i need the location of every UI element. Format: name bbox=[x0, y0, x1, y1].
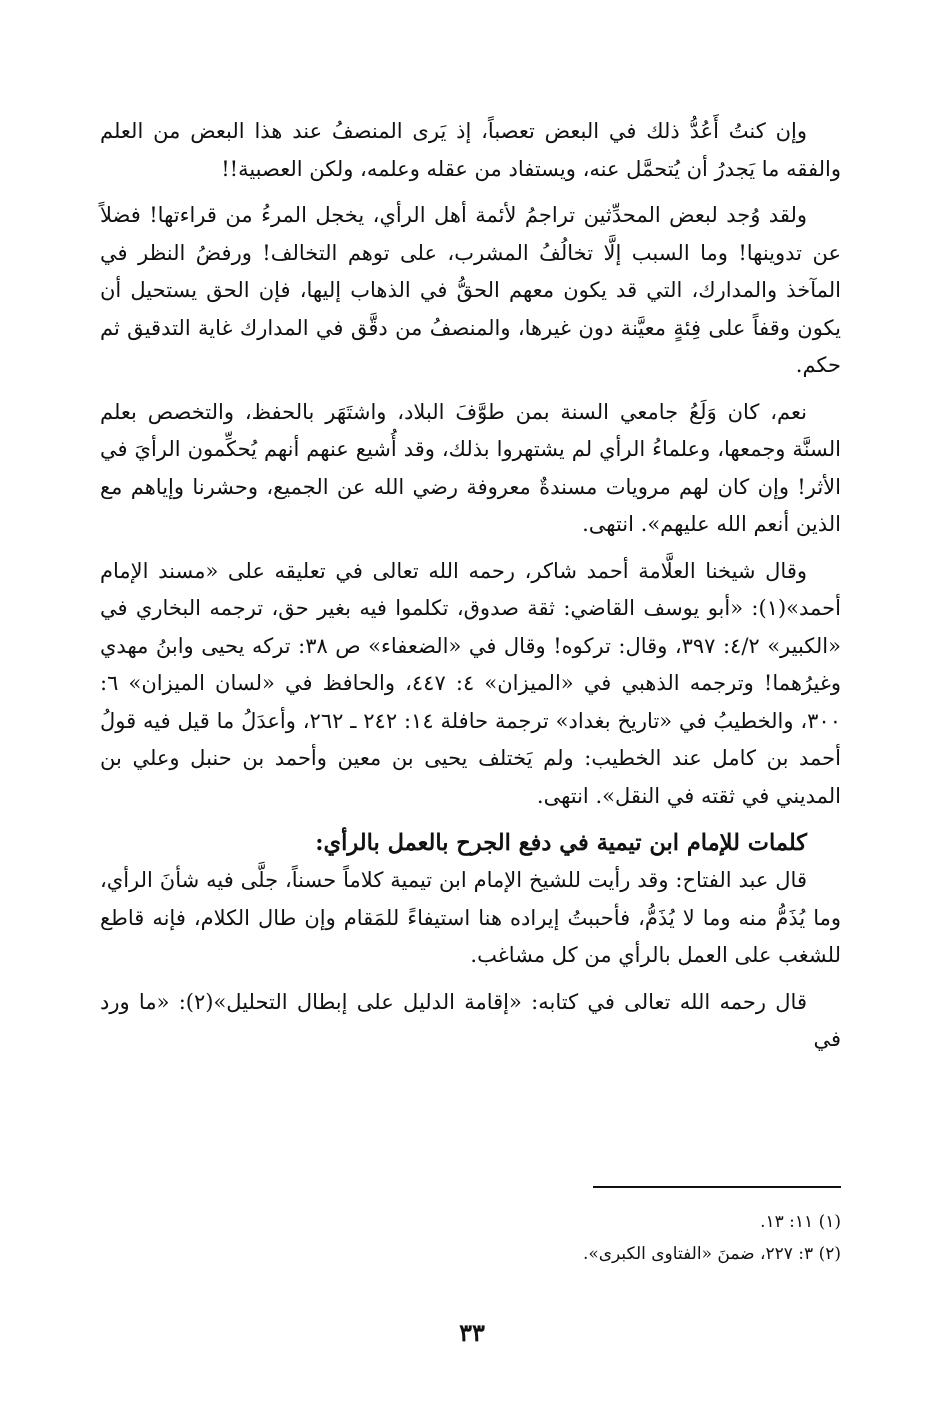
paragraph-4: وقال شيخنا العلَّامة أحمد شاكر، رحمه الله تعالى في تعليقه على «مسند الإمام أحمد»(١): «أبو يوسف القاضي: ثقة صدوق، تكلموا فيه بغير حق، ترجمه البخاري في «الكبير» ٤/٢: ٣٩٧، وقال: تركوه! وقال في «الضعفاء» ص ٣٨: تركه يحيى وابنُ مهدي وغيرُهما! وترجمه الذهبي في «الميزان» ٤: ٤٤٧، والحافظ في «لسان الميزان» ٦: ٣٠٠، والخطيبُ في «تاريخ بغداد» ترجمة حافلة ١٤: ٢٤٢ ـ ٢٦٢، وأعدَلُ ما قيل فيه قولُ أحمد بن كامل عند الخطيب: ولم يَختلف يحيى بن معين وأحمد بن حنبل وعلي بن المديني في ثقته في النقل». انتهى. bbox=[100, 558, 841, 808]
footnote-1: (١) ١١: ١٣. bbox=[760, 1212, 841, 1232]
page-number: ٣٣ bbox=[459, 1318, 485, 1347]
paragraph-2: ولقد وُجد لبعض المحدِّثين تراجمُ لأئمة أهل الرأي، يخجل المرءُ من قراءتها! فضلاً عن تدوينها! وما السبب إلَّا تخالُفُ المشرب، على توهم التخالف! ورفضُ النظر في المآخذ والمدارك، التي قد يكون معهم الحقُّ في الذهاب إليها، فإن الحق يستحيل أن يكون وقفاً على فِئةٍ معيَّنة دون غيرها، والمنصفُ من دقَّق في المدارك غاية التدقيق ثم حكم. bbox=[100, 203, 841, 377]
footnote-separator bbox=[593, 1186, 841, 1188]
section-heading: كلمات للإمام ابن تيمية في دفع الجرح بالعمل بالرأي: bbox=[315, 830, 807, 856]
paragraph-5: قال عبد الفتاح: وقد رأيت للشيخ الإمام ابن تيمية كلاماً حسناً، جلَّى فيه شأنَ الرأي، وما يُذَمُّ منه وما لا يُذَمُّ، فأحببتُ إيراده هنا استيفاءً للمَقام وإن طال الكلام، فإنه قاطع للشغب على العمل بالرأي من كل مشاغب. bbox=[100, 868, 841, 967]
footnote-2: (٢) ٣: ٢٢٧، ضمنَ «الفتاوى الكبرى». bbox=[582, 1244, 841, 1264]
paragraph-3: نعم، كان وَلَعُ جامعي السنة بمن طوَّفَ البلاد، واشتَهَر بالحفظ، والتخصص بعلم السنَّة وجمعها، وعلماءُ الرأي لم يشتهروا بذلك، وقد أُشيع عنهم أنهم يُحكِّمون الرأيَ في الأثر! وإن كان لهم مرويات مسندةٌ معروفة رضي الله عن الجميع، وحشرنا وإياهم مع الذين أنعم الله عليهم». انتهى. bbox=[100, 399, 841, 536]
main-text bbox=[100, 113, 841, 1068]
footnotes bbox=[100, 1206, 841, 1270]
paragraph-6: قال رحمه الله تعالى في كتابه: «إقامة الدليل على إبطال التحليل»(٢): «ما ورد في bbox=[100, 989, 841, 1051]
paragraph-1: وإن كنتُ أَعُدُّ ذلك في البعض تعصباً، إذ يَرى المنصفُ عند هذا البعض من العلم والفقه ما يَجدرُ أن يُتحمَّل عنه، ويستفاد من عقله وعلمه، ولكن العصبية!! bbox=[100, 119, 841, 181]
